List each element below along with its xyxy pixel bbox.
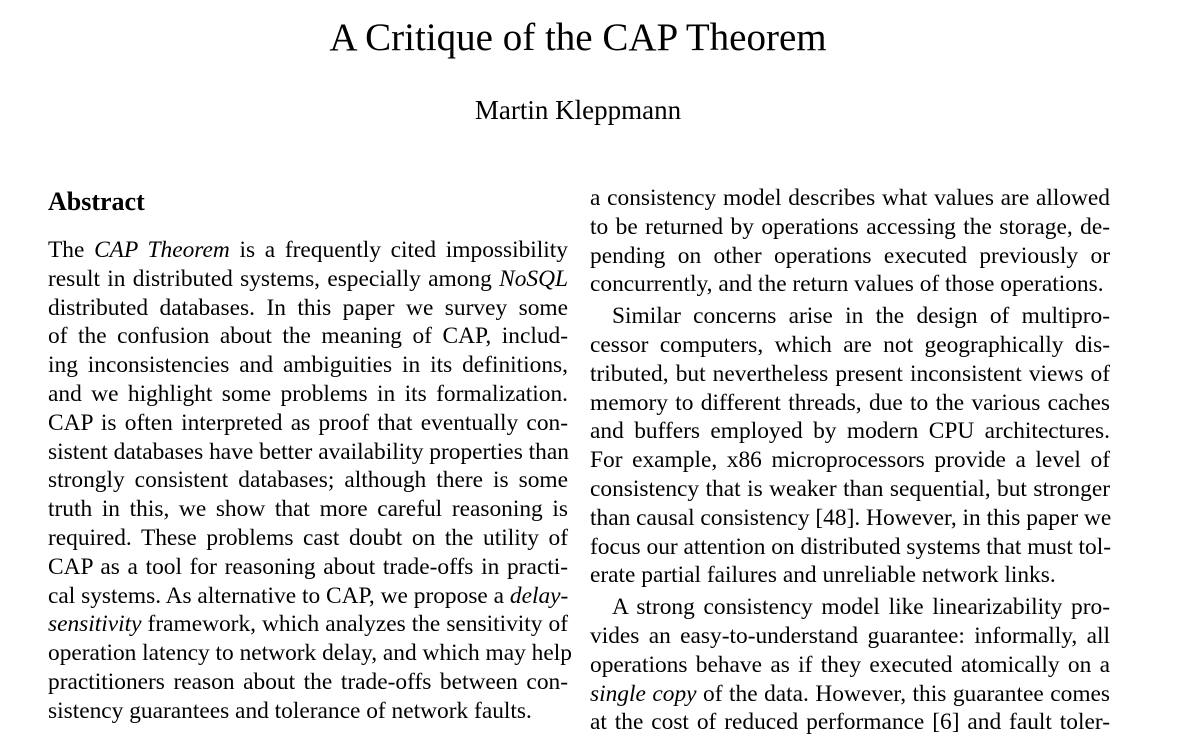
body-line: vides an easy-to-understand guarantee: informally, all (590, 622, 1110, 649)
body-line: and buffers employed by modern CPU architectures. (590, 418, 1110, 445)
abstract-line: CAP as a tool for reasoning about trade-offs in practi- (48, 553, 568, 580)
body-line: single copy of the data. However, this guarantee comes (590, 680, 1111, 707)
body-line: pending on other operations executed previously or (590, 242, 1110, 269)
abstract-line: truth in this, we show that more careful reasoning is (48, 496, 568, 523)
body-line: focus our attention on distributed systems that must tol- (590, 533, 1112, 560)
paragraph-consistency-model (590, 184, 1110, 299)
right-column (590, 184, 1110, 737)
body-line: operations behave as if they executed atomically on a (590, 651, 1110, 678)
paragraph-linearizability (590, 593, 1110, 737)
body-line: a consistency model describes what values are allowed (590, 185, 1110, 211)
abstract-line: practitioners reason about the trade-offs between con- (48, 668, 568, 695)
body-line: to be returned by operations accessing the storage, de- (590, 213, 1110, 240)
abstract-line: sensitivity framework, which analyzes the sensitivity of (48, 611, 568, 638)
paragraph-multiprocessor (590, 302, 1110, 590)
body-line: Similar concerns arise in the design of multipro- (612, 303, 1110, 330)
abstract-line: operation latency to network delay, and which may help (48, 640, 572, 667)
body-line: than causal consistency [48]. However, in this paper we (590, 504, 1112, 531)
abstract-line: of the confusion about the meaning of CAP, includ- (48, 323, 568, 350)
abstract-line: sistency guarantees and tolerance of network faults. (48, 697, 532, 724)
paper-author: Martin Kleppmann (474, 95, 682, 125)
body-line: erate partial failures and unreliable network links. (590, 562, 1056, 589)
body-line: cessor computers, which are not geographically dis- (590, 331, 1110, 358)
body-line: A strong consistency model like linearizability pro- (612, 594, 1110, 621)
body-line: memory to different threads, due to the various caches (590, 389, 1110, 416)
abstract-line: strongly consistent databases; although there is some (48, 467, 568, 494)
left-column (48, 184, 572, 726)
paper-title: A Critique of the CAP Theorem (329, 16, 827, 59)
body-line: For example, x86 microprocessors provide a level of (590, 447, 1110, 474)
abstract-heading: Abstract (48, 187, 145, 216)
abstract-line: The CAP Theorem is a frequently cited impossibility (48, 237, 568, 263)
body-line: at the cost of reduced performance [6] and fault toler- (590, 709, 1110, 736)
abstract-body (48, 236, 572, 726)
body-line: tributed, but nevertheless present inconsistent views of (590, 360, 1110, 387)
abstract-line: distributed databases. In this paper we survey some (48, 294, 568, 321)
abstract-line: sistent databases have better availability properties than (48, 438, 569, 465)
body-line: consistency that is weaker than sequential, but stronger (590, 475, 1110, 502)
abstract-line: ing inconsistencies and ambiguities in its definitions, (48, 352, 568, 379)
body-line: concurrently, and the return values of those operations. (590, 271, 1104, 298)
abstract-line: and we highlight some problems in its formalization. (48, 380, 568, 407)
abstract-line: required. These problems cast doubt on the utility of (48, 524, 568, 551)
abstract-line: result in distributed systems, especially among NoSQL (48, 265, 568, 292)
abstract-line: CAP is often interpreted as proof that eventually con- (48, 409, 568, 436)
abstract-line: cal systems. As alternative to CAP, we propose a delay- (48, 582, 569, 609)
